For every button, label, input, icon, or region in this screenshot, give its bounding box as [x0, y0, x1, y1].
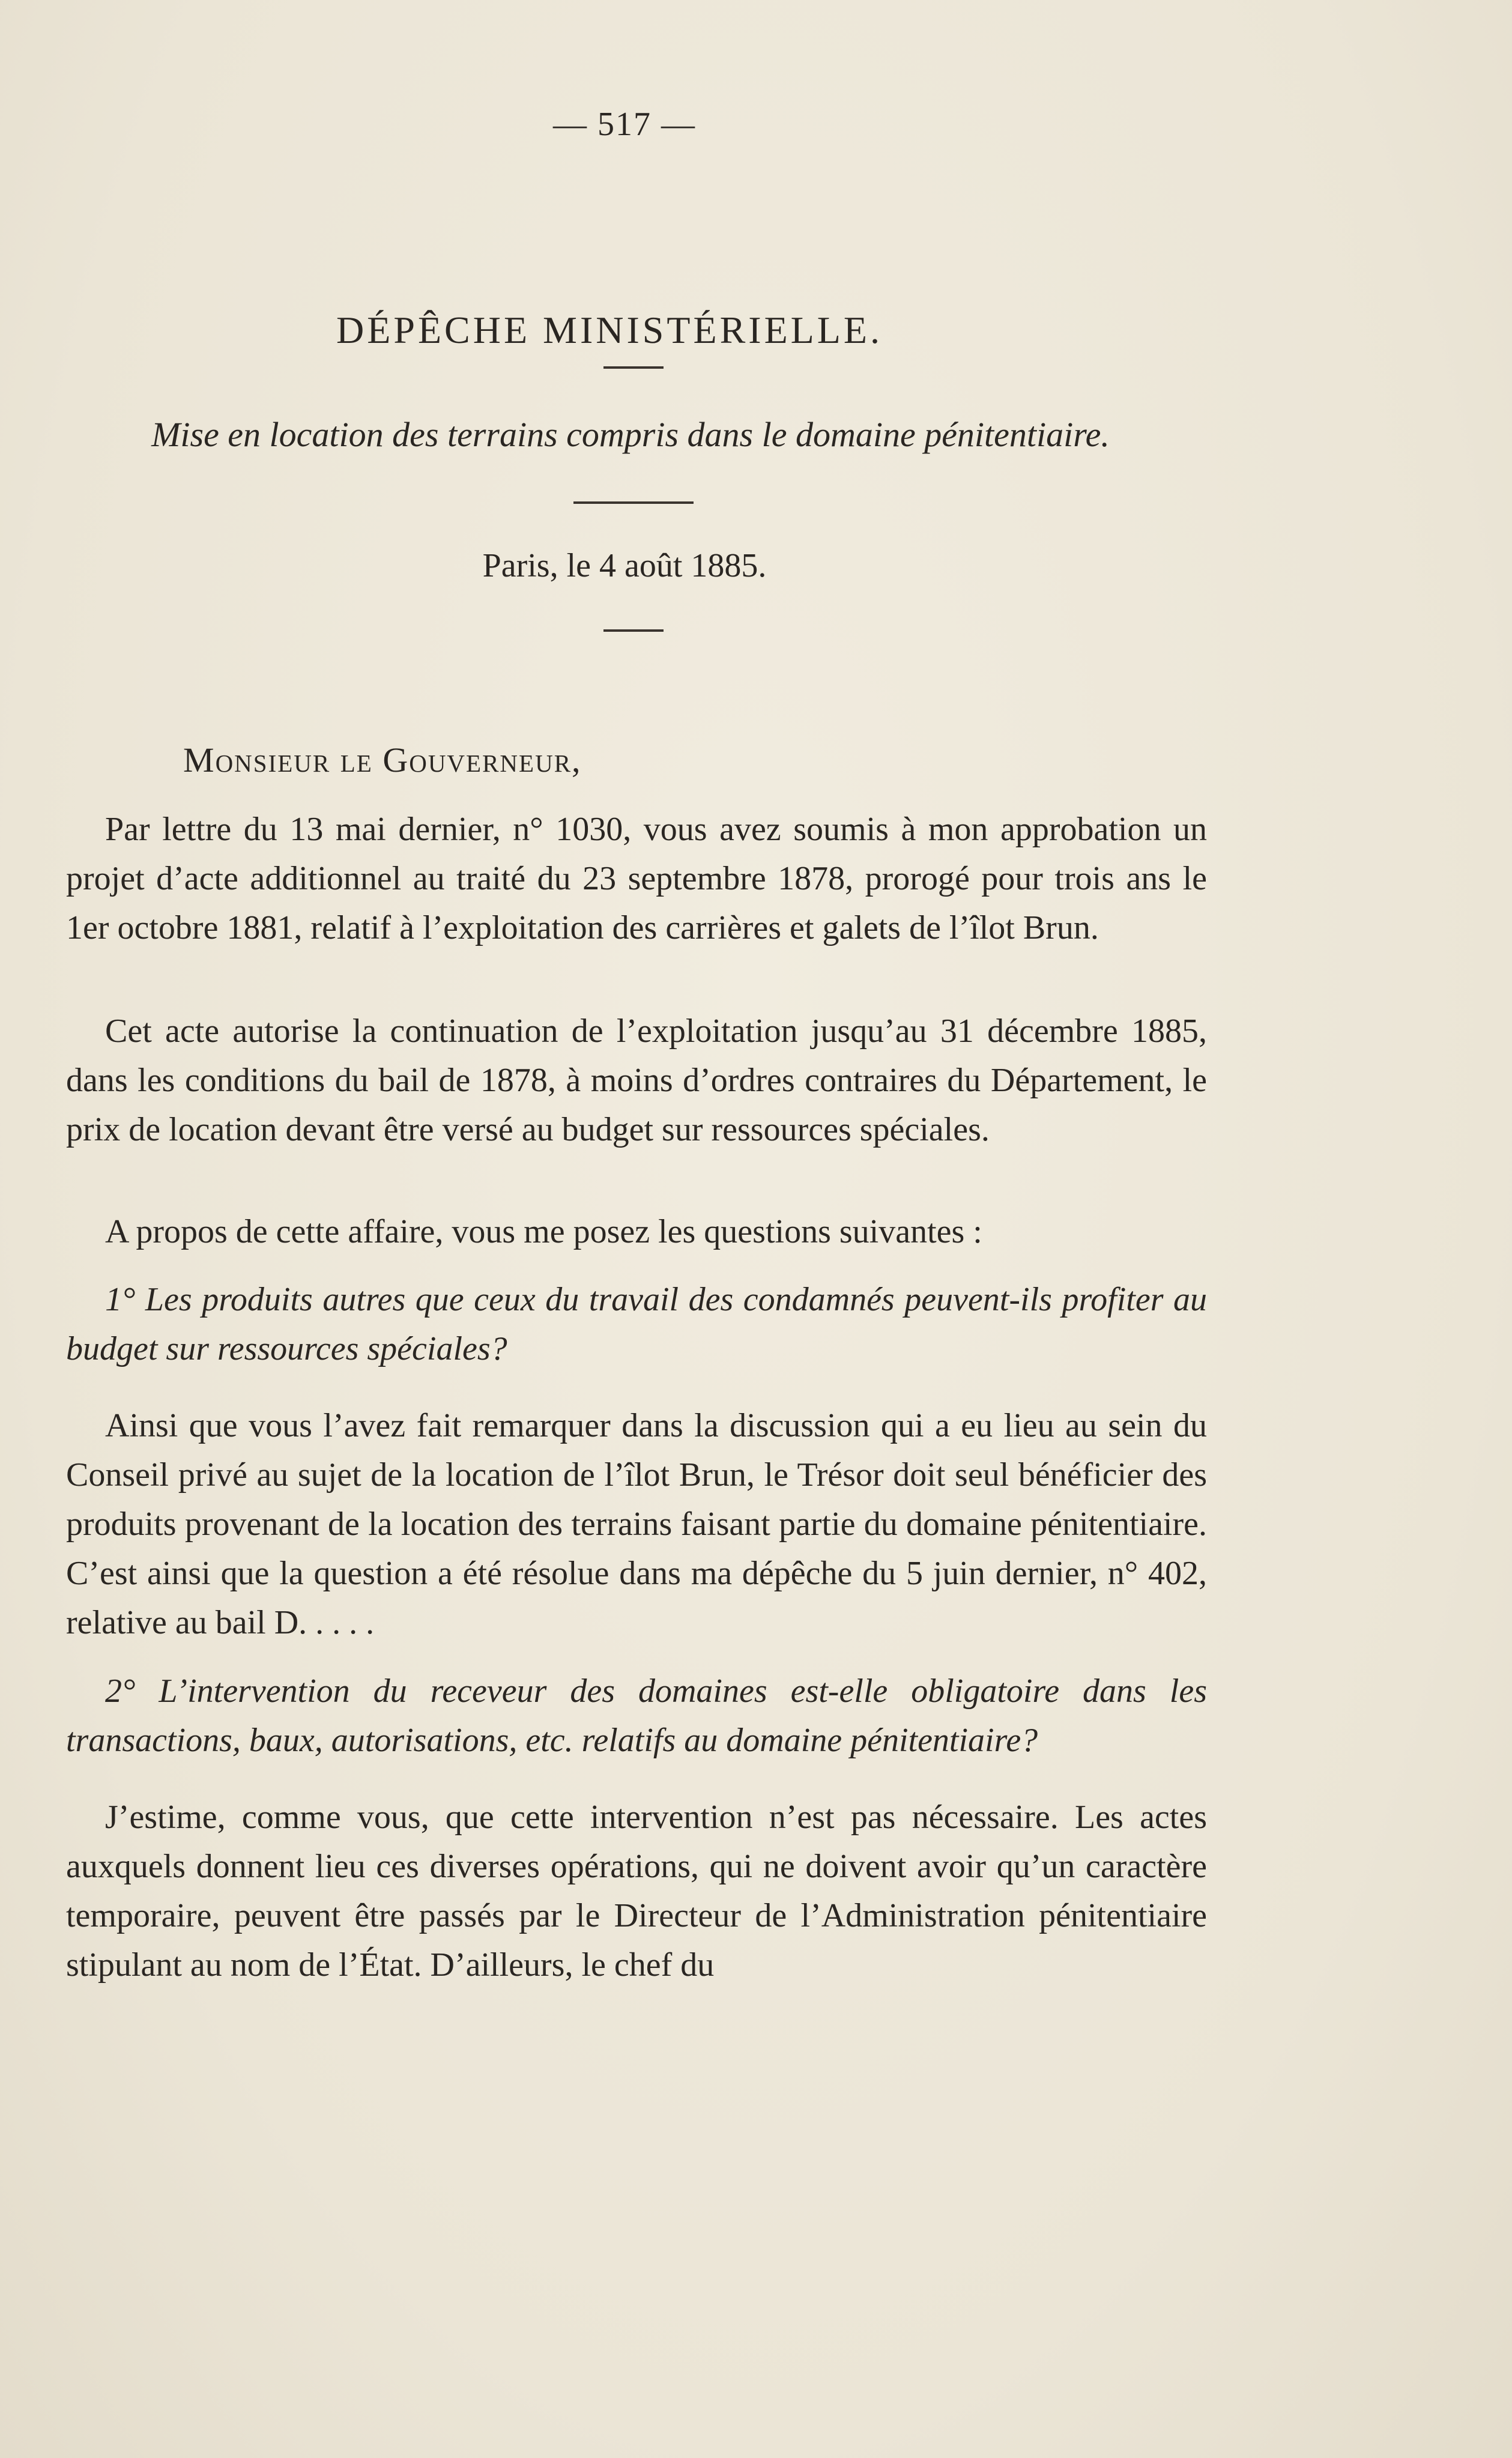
dateline-divider [603, 629, 664, 632]
page-number: — 517 — [553, 106, 696, 143]
paragraph-3 [66, 1207, 1207, 1256]
title-divider [603, 366, 664, 369]
subtitle-divider [573, 501, 694, 504]
document-title: DÉPÊCHE MINISTÉRIELLE. [336, 308, 883, 351]
salutation: Monsieur le Gouverneur, [183, 740, 582, 779]
dateline: Paris, le 4 août 1885. [482, 547, 767, 584]
question-2 [66, 1666, 1207, 1765]
question-text: 2° L’intervention du receveur des domaines est-elle obligatoire dans les transactions, baux, autorisations, etc. relatifs au domaine pénitentiaire? [66, 1672, 1207, 1759]
paragraph-2 [66, 1007, 1207, 1154]
paragraph-text: Ainsi que vous l’avez fait remarquer dans la discussion qui a eu lieu au sein du Conseil privé au sujet de la location de l’îlot Brun, le Trésor doit seul bénéficier des produits provenant de la location des terrains faisant partie du domaine pénitentiaire. C’est ainsi que la question a été résolue dans ma dépêche du 5 juin dernier, n° 402, relative au bail D. . . . . [66, 1407, 1207, 1641]
paragraph-4 [66, 1401, 1207, 1647]
question-1 [66, 1275, 1207, 1373]
paragraph-text: Par lettre du 13 mai dernier, n° 1030, vous avez soumis à mon approbation un projet d’acte additionnel au traité du 23 septembre 1878, prorogé pour trois ans le 1er octobre 1881, relatif à l’exploitation des carrières et galets de l’îlot Brun. [66, 811, 1207, 946]
paragraph-text: Cet acte autorise la continuation de l’exploitation jusqu’au 31 décembre 1885, dans les conditions du bail de 1878, à moins d’ordres contraires du Département, le prix de location devant être versé au budget sur ressources spéciales. [66, 1013, 1207, 1148]
document-subtitle: Mise en location des terrains compris dans le domaine pénitentiaire. [151, 415, 1110, 454]
question-text: 1° Les produits autres que ceux du travail des condamnés peuvent-ils profiter au budget sur ressources spéciales? [66, 1281, 1207, 1367]
paragraph-text: A propos de cette affaire, vous me posez les questions suivantes : [105, 1213, 982, 1250]
paragraph-5 [66, 1793, 1207, 1990]
paragraph-1 [66, 805, 1207, 952]
paragraph-text: J’estime, comme vous, que cette intervention n’est pas nécessaire. Les actes auxquels donnent lieu ces diverses opérations, qui ne doivent avoir qu’un caractère temporaire, peuvent être passés par le Directeur de l’Administration pénitentiaire stipulant au nom de l’État. D’ailleurs, le chef du [66, 1799, 1207, 1984]
